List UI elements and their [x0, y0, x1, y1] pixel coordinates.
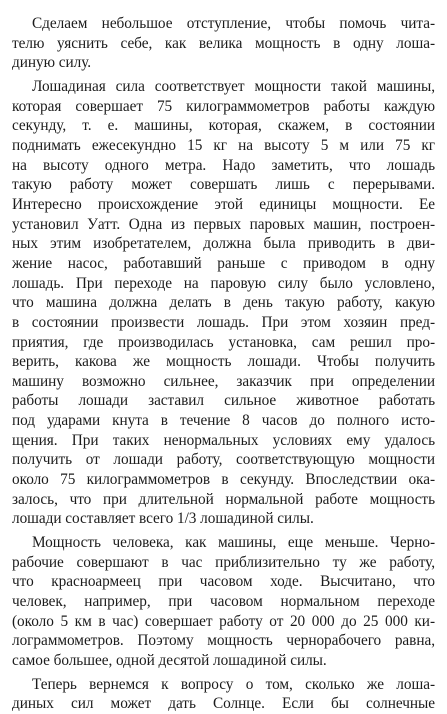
text-line: телю уяснить себе, как велика мощность в одну лоша- — [12, 34, 435, 52]
text-line: (около 5 км в час) совершает работу от 20 000 до 25 000 ки- — [12, 612, 435, 630]
text-line: лограммометров. Поэтому мощность чернорабочего равна, — [12, 632, 435, 650]
text-line: что красноармеец при часовом ходе. Высчитано, что — [12, 573, 435, 591]
text-line: машину возможно сильнее, заказчик при определении — [12, 372, 435, 390]
text-line: ных этим изобретателем, должна была приводить в дви- — [12, 235, 435, 253]
text-line: Сделаем небольшое отступление, чтобы помочь чита- — [32, 15, 435, 32]
text-line: щения. При таких ненормальных условиях ему удалось — [12, 431, 435, 449]
text-line: человек, например, при часовом нормальном переходе — [12, 593, 435, 611]
text-line: около 75 килограммометров в секунду. Впоследствии ока- — [12, 471, 435, 489]
text-line: диных сил может дать Солнце. Если бы солнечные — [12, 695, 435, 713]
text-line: Лошадиная сила соответствует мощности такой машины, — [32, 77, 435, 95]
text-line: залось, что при длительной нормальной работе мощность — [12, 490, 435, 508]
text-line: которая совершает 75 килограммометров работы каждую — [12, 97, 435, 115]
text-line: верить, какова же мощность лошади. Чтобы получить — [12, 353, 435, 371]
paragraph-digression — [12, 14, 435, 73]
paragraph-horsepower — [12, 77, 435, 529]
paragraph-sun-power — [12, 675, 435, 714]
text-line: на высоту одного метра. Надо заметить, что лошадь — [12, 156, 435, 174]
text-line: получить от лошади работу, соответствующую мощности — [12, 451, 435, 469]
text-line: лошади составляет всего 1/3 лошадиной силы. — [12, 510, 314, 528]
text-line: лошадь. При переходе на паровую силу было условлено, — [12, 274, 435, 292]
text-line: Теперь вернемся к вопросу о том, сколько же лоша- — [32, 675, 435, 693]
text-line: Интересно происхождение этой единицы мощности. Ее — [12, 195, 435, 213]
text-line: работы лошади заставил сильное животное работать — [12, 392, 435, 410]
text-line: секунду, т. е. машины, которая, скажем, в состоянии — [12, 117, 435, 135]
text-line: приятия, где производилась установка, сам решил про- — [12, 333, 435, 351]
text-line: в состоянии произвести лошадь. При этом хозяин пред- — [12, 313, 435, 331]
text-line: под ударами кнута в течение 8 часов до полного исто- — [12, 412, 435, 430]
text-line: установил Уатт. Одна из первых паровых машин, построен- — [12, 215, 435, 233]
text-line: что машина должна делать в день такую работу, какую — [12, 294, 435, 312]
text-line: Мощность человека, как машины, еще меньше. Черно- — [32, 534, 435, 552]
text-line: диную силу. — [12, 54, 92, 72]
text-line: самое большее, одной десятой лошадиной силы. — [12, 652, 327, 669]
text-line: поднимать ежесекундно 15 кг на высоту 5 м или 75 кг — [12, 136, 435, 154]
text-line: рабочие совершают в час приблизительно ту же работу, — [12, 553, 435, 571]
text-line: такую работу может совершать лишь с перерывами. — [12, 176, 435, 194]
paragraph-human-power — [12, 533, 435, 671]
text-line: жение насос, работавший раньше с приводом в одну — [12, 254, 435, 272]
book-page — [12, 14, 435, 714]
